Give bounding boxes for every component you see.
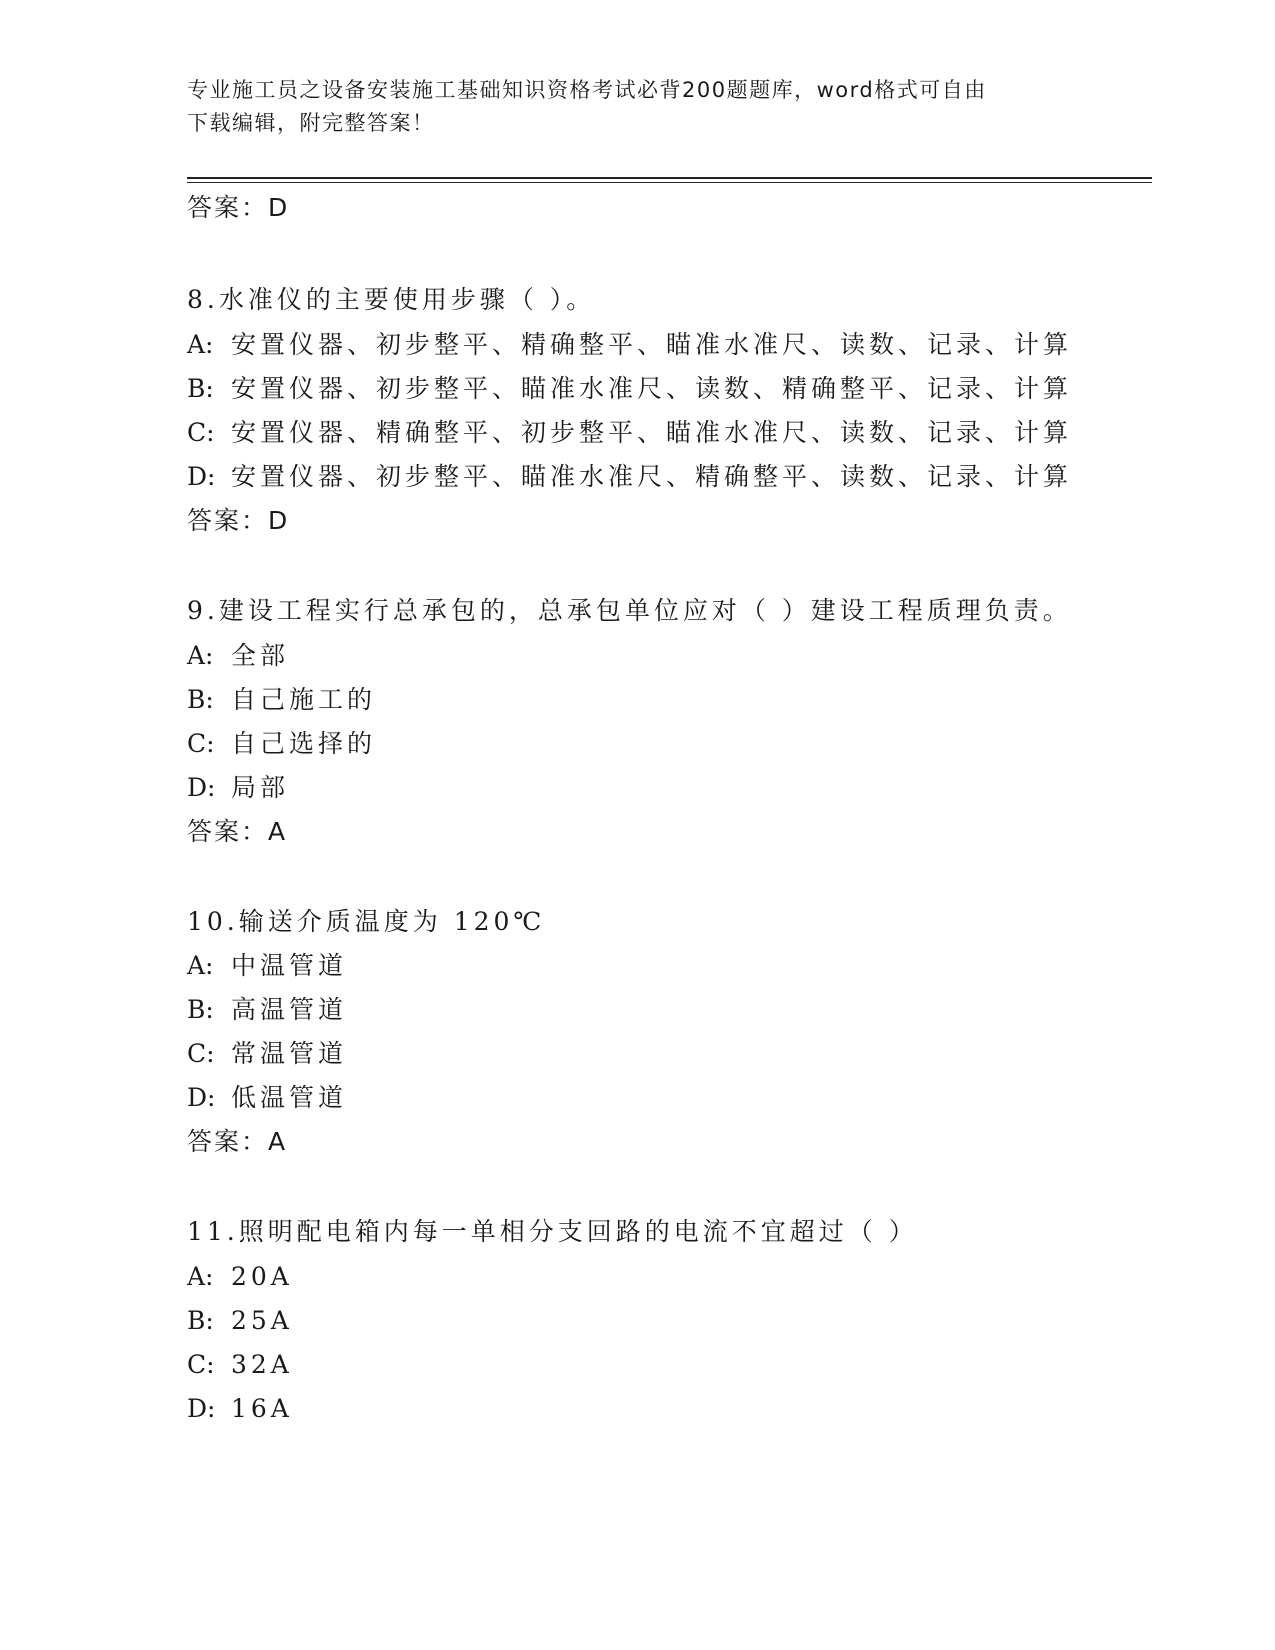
question-stem-10: 10.输送介质温度为 120℃ (187, 907, 546, 936)
option-label: D: (187, 1083, 216, 1112)
option-label: D: (187, 1394, 216, 1423)
option-label: A: (187, 951, 214, 980)
option-label: B: (187, 1306, 214, 1335)
option-row (187, 418, 1072, 448)
option-row (187, 995, 347, 1025)
header-rule-thick (187, 177, 1152, 179)
option-text: 全部 (231, 641, 290, 670)
option-label: B: (187, 374, 214, 403)
option-text: 自己施工的 (231, 685, 377, 714)
question-stem-9: 9.建设工程实行总承包的，总承包单位应对（ ）建设工程质理负责。 (187, 596, 1072, 625)
option-text: 20A (231, 1262, 293, 1291)
option-label: A: (187, 641, 214, 670)
option-row (187, 1350, 293, 1380)
option-row (187, 641, 289, 671)
option-text: 低温管道 (231, 1083, 348, 1112)
option-text: 自己选择的 (231, 729, 377, 758)
option-text: 25A (231, 1306, 293, 1335)
option-label: A: (187, 1262, 214, 1291)
option-row (187, 685, 376, 715)
option-row (187, 773, 289, 803)
option-text: 局部 (231, 773, 290, 802)
option-text: 常温管道 (231, 1039, 348, 1068)
option-text: 安置仪器、初步整平、精确整平、瞄准水准尺、读数、记录、计算 (231, 330, 1073, 359)
option-row (187, 1039, 347, 1069)
answer-8: 答案：D (187, 506, 290, 535)
option-row (187, 729, 376, 759)
option-row (187, 1262, 293, 1292)
option-label: D: (187, 462, 216, 491)
option-text: 中温管道 (231, 951, 348, 980)
question-stem-11: 11.照明配电箱内每一单相分支回路的电流不宜超过（ ） (187, 1217, 918, 1246)
question-stem-8: 8.水准仪的主要使用步骤（ ）。 (187, 285, 596, 314)
option-text: 安置仪器、精确整平、初步整平、瞄准水准尺、读数、记录、计算 (231, 418, 1073, 447)
option-text: 安置仪器、初步整平、瞄准水准尺、读数、精确整平、记录、计算 (231, 374, 1073, 403)
option-text: 16A (231, 1394, 293, 1423)
option-text: 32A (231, 1350, 293, 1379)
option-text: 安置仪器、初步整平、瞄准水准尺、精确整平、读数、记录、计算 (231, 462, 1073, 491)
option-row (187, 330, 1072, 360)
option-row (187, 1083, 347, 1113)
option-text: 高温管道 (231, 995, 348, 1024)
previous-answer: 答案：D (187, 193, 290, 222)
option-row (187, 1306, 293, 1336)
option-label: D: (187, 773, 216, 802)
option-label: A: (187, 330, 214, 359)
answer-10: 答案：A (187, 1127, 288, 1156)
header-line-1: 专业施工员之设备安装施工基础知识资格考试必背200题题库，word格式可自由 (187, 78, 987, 102)
option-label: B: (187, 685, 214, 714)
option-label: B: (187, 995, 214, 1024)
option-row (187, 374, 1072, 404)
header-line-2: 下载编辑，附完整答案！ (187, 111, 435, 135)
answer-9: 答案：A (187, 817, 288, 846)
document-header (187, 74, 1067, 140)
option-label: C: (187, 1039, 215, 1068)
option-row (187, 1394, 293, 1424)
option-label: C: (187, 418, 215, 447)
header-rule-thin (187, 182, 1152, 183)
option-label: C: (187, 729, 215, 758)
option-label: C: (187, 1350, 215, 1379)
option-row (187, 951, 347, 981)
option-row (187, 462, 1072, 492)
